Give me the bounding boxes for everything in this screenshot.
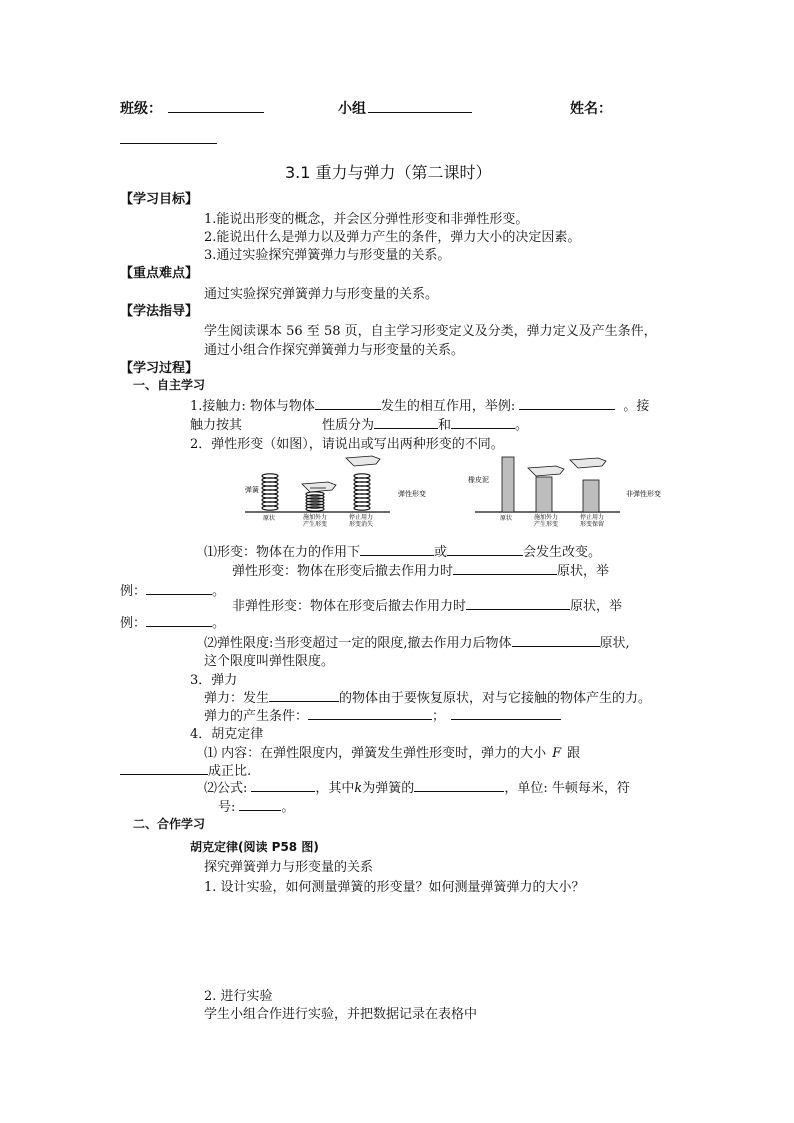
step2-detail: 学生小组合作进行实验，并把数据记录在表格中 — [204, 1007, 478, 1022]
blank[interactable] — [239, 797, 281, 811]
elastic-line: 弹性形变：物体在形变后撤去作用力时 原状，举 — [232, 560, 609, 579]
guide-heading: 【学法指导】 — [120, 304, 199, 319]
name-label: 姓名： — [570, 101, 612, 117]
keypoints-heading: 【重点难点】 — [120, 266, 199, 281]
blank[interactable] — [146, 613, 212, 627]
force-line: 弹力：发生 的物体由于要恢复原状，对与它接触的物体产生的力。 — [204, 687, 651, 706]
inelastic-label: 非弹性形变 — [626, 490, 661, 498]
q1-line2: 触力按其 性质分为 和 。 — [190, 414, 528, 433]
elastic-label: 弹性形变 — [398, 490, 426, 498]
goal-item: 1.能说出形变的概念，并会区分弹性形变和非弹性形变。 — [204, 212, 529, 227]
blank[interactable] — [120, 761, 208, 775]
blank[interactable] — [315, 396, 381, 410]
svg-text:施加外力: 施加外力 — [303, 514, 328, 521]
blank[interactable] — [447, 542, 523, 556]
blank[interactable] — [453, 561, 557, 575]
q1-line1: 1.接触力: 物体与物体 发生的相互作用，举例: 。接 — [190, 395, 649, 414]
svg-text:停止用力: 停止用力 — [580, 514, 605, 521]
page-title: 3.1 重力与弹力（第二课时） — [285, 163, 492, 182]
deform-line: ⑴形变：物体在力的作用下 或 会发生改变。 — [204, 541, 601, 560]
formula-line: ⑵公式: ，其中k为弹簧的 ，单位: 牛顿每米，符 — [204, 777, 630, 796]
blank[interactable] — [146, 581, 212, 595]
svg-text:产生形变: 产生形变 — [534, 521, 559, 528]
example2-line: 例： 。 — [120, 612, 225, 631]
clay-label: 橡皮泥 — [468, 476, 489, 484]
section3-heading: 3．弹力 — [190, 673, 238, 688]
class-blank[interactable] — [168, 99, 264, 113]
goal-item: 2.能说出什么是弹力以及弹力产生的条件，弹力大小的决定因素。 — [204, 230, 581, 245]
group-label: 小组 — [338, 101, 366, 117]
svg-text:形变消失: 形变消失 — [349, 521, 374, 528]
blank[interactable] — [374, 415, 438, 429]
process-heading: 【学习过程】 — [120, 361, 199, 376]
spring-label: 弹簧 — [245, 486, 259, 494]
class-label: 班级： — [120, 101, 162, 117]
limit-line2: 这个限度叫弹性限度。 — [204, 654, 335, 669]
blank[interactable] — [519, 396, 615, 410]
blank[interactable] — [466, 596, 570, 610]
coop-heading: 二、合作学习 — [133, 817, 206, 831]
spring-compressed — [306, 492, 324, 511]
hand-icon — [302, 482, 336, 492]
name-blank[interactable] — [120, 130, 217, 144]
condition-line: 弹力的产生条件： ； — [204, 705, 561, 724]
q2-text: 2．弹性形变（如图），请说出或写出两种形变的不同。 — [190, 437, 504, 452]
hand-icon — [346, 456, 380, 466]
svg-text:形变保留: 形变保留 — [580, 521, 605, 528]
hooke-line2: 成正比. — [120, 760, 251, 779]
blank[interactable] — [512, 633, 600, 647]
group-blank[interactable] — [368, 99, 472, 113]
guide-line: 通过小组合作探究弹簧弹力与形变量的关系。 — [204, 343, 465, 358]
hand-icon — [528, 466, 564, 476]
goal-item: 3.通过实验探究弹簧弹力与形变量的关系。 — [204, 248, 451, 263]
step2-text: 2. 进行实验 — [204, 989, 273, 1004]
hand-icon — [570, 458, 606, 468]
deformation-figure — [240, 452, 680, 530]
svg-text:停止用力: 停止用力 — [349, 514, 374, 521]
blank[interactable] — [451, 706, 561, 720]
blank[interactable] — [269, 688, 339, 702]
clay-original — [502, 457, 514, 512]
guide-line: 学生阅读课本 56 至 58 页，自主学习形变定义及分类，弹力定义及产生条件， — [204, 324, 657, 339]
blank[interactable] — [360, 542, 434, 556]
clay-compressed — [536, 477, 552, 512]
symbol-line: 号: 。 — [218, 796, 294, 815]
blank[interactable] — [251, 778, 315, 792]
blank[interactable] — [451, 415, 515, 429]
blank[interactable] — [308, 706, 432, 720]
explore-text: 探究弹簧弹力与形变量的关系 — [204, 860, 374, 875]
orig1-label: 原状 — [263, 515, 276, 522]
clay-kept — [583, 480, 599, 512]
self-study-heading: 一、自主学习 — [133, 378, 206, 392]
hooke-title: 胡克定律(阅读 P58 图) — [190, 840, 319, 854]
keypoints-text: 通过实验探究弹簧弹力与形变量的关系。 — [204, 287, 439, 302]
limit-line: ⑵弹性限度:当形变超过一定的限度,撤去作用力后物体 原状, — [204, 632, 630, 651]
step1-text: 1. 设计实验，如何测量弹簧的形变量？如何测量弹簧弹力的大小？ — [204, 880, 585, 895]
example1-line: 例： 。 — [120, 580, 225, 599]
hooke-line1: ⑴ 内容：在弹性限度内，弹簧发生弹性形变时，弹力的大小 F 跟 — [204, 746, 581, 761]
svg-text:施加外力: 施加外力 — [534, 514, 559, 521]
spring-restored — [354, 474, 370, 510]
goals-heading: 【学习目标】 — [120, 192, 199, 207]
svg-text:产生形变: 产生形变 — [303, 521, 328, 528]
svg-text:原状: 原状 — [500, 515, 513, 522]
blank[interactable] — [414, 778, 504, 792]
inelastic-line: 非弹性形变：物体在形变后撤去作用力时 原状，举 — [232, 595, 622, 614]
section4-heading: 4．胡克定律 — [190, 727, 264, 742]
spring-original — [262, 474, 278, 510]
